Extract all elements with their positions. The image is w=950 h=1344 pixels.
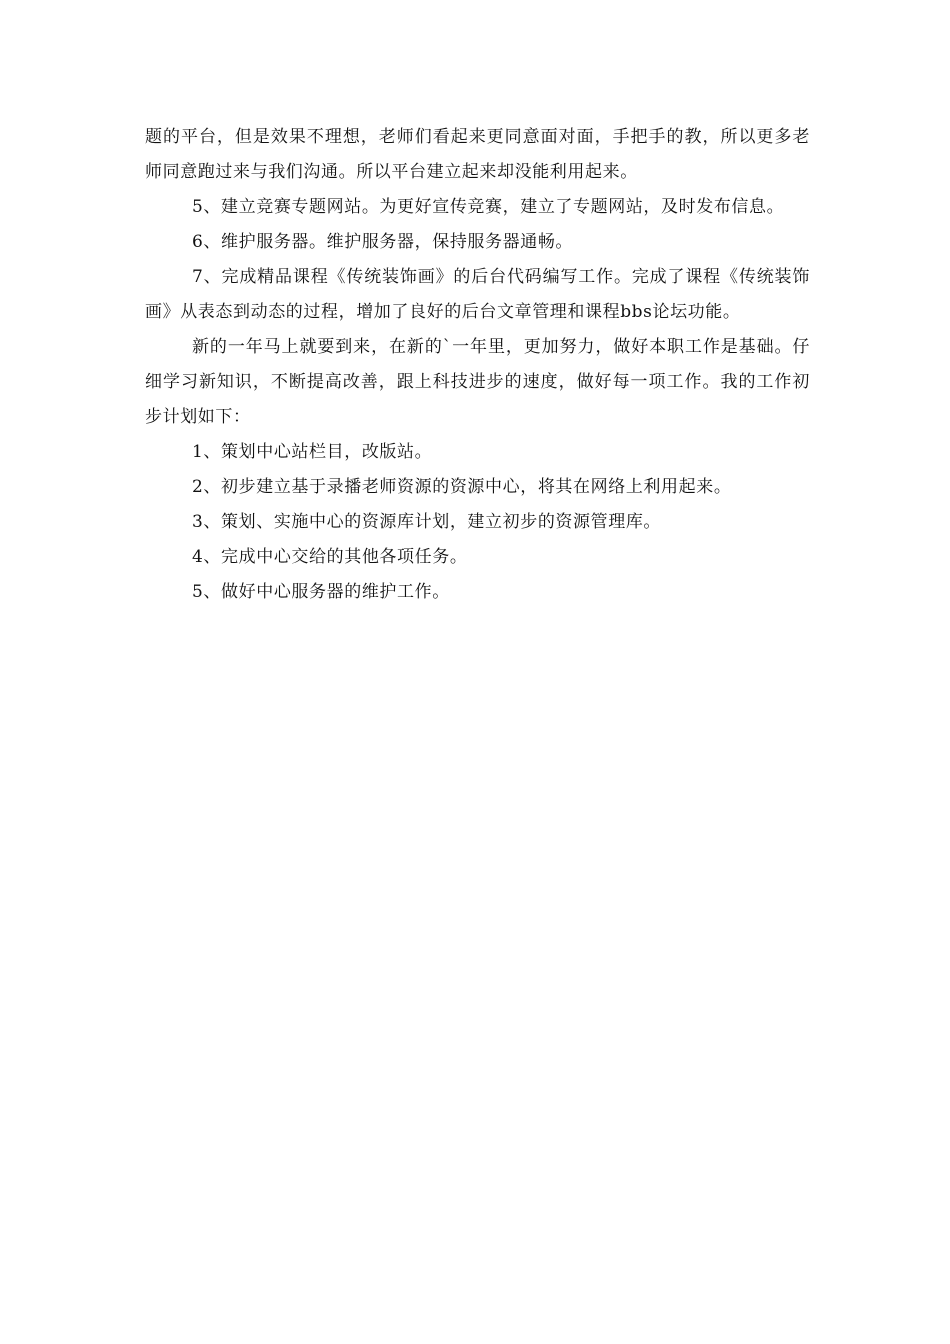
- list-item-7-course-backend: 7、完成精品课程《传统装饰画》的后台代码编写工作。完成了课程《传统装饰画》从表态到动态的过程，增加了良好的后台文章管理和课程bbs论坛功能。: [145, 267, 810, 322]
- document-body: [145, 120, 810, 610]
- plan-item-4: 4、完成中心交给的其他各项任务。: [192, 547, 468, 567]
- plan-item-2: 2、初步建立基于录播老师资源的资源中心，将其在网络上利用起来。: [192, 477, 732, 497]
- plan-item-3: 3、策划、实施中心的资源库计划，建立初步的资源管理库。: [192, 512, 662, 532]
- paragraph-new-year-plan: 新的一年马上就要到来，在新的`一年里，更加努力，做好本职工作是基础。仔细学习新知识，不断提高改善，跟上科技进步的速度，做好每一项工作。我的工作初步计划如下：: [145, 337, 810, 427]
- list-item-6-server-maintenance: 6、维护服务器。维护服务器，保持服务器通畅。: [192, 232, 574, 252]
- plan-item-1: 1、策划中心站栏目，改版站。: [192, 442, 433, 462]
- paragraph-continuation: 题的平台，但是效果不理想，老师们看起来更同意面对面，手把手的教，所以更多老师同意跑过来与我们沟通。所以平台建立起来却没能利用起来。: [145, 127, 810, 182]
- list-item-5-competition-website: 5、建立竞赛专题网站。为更好宣传竞赛，建立了专题网站，及时发布信息。: [192, 197, 785, 217]
- plan-item-5: 5、做好中心服务器的维护工作。: [192, 582, 450, 602]
